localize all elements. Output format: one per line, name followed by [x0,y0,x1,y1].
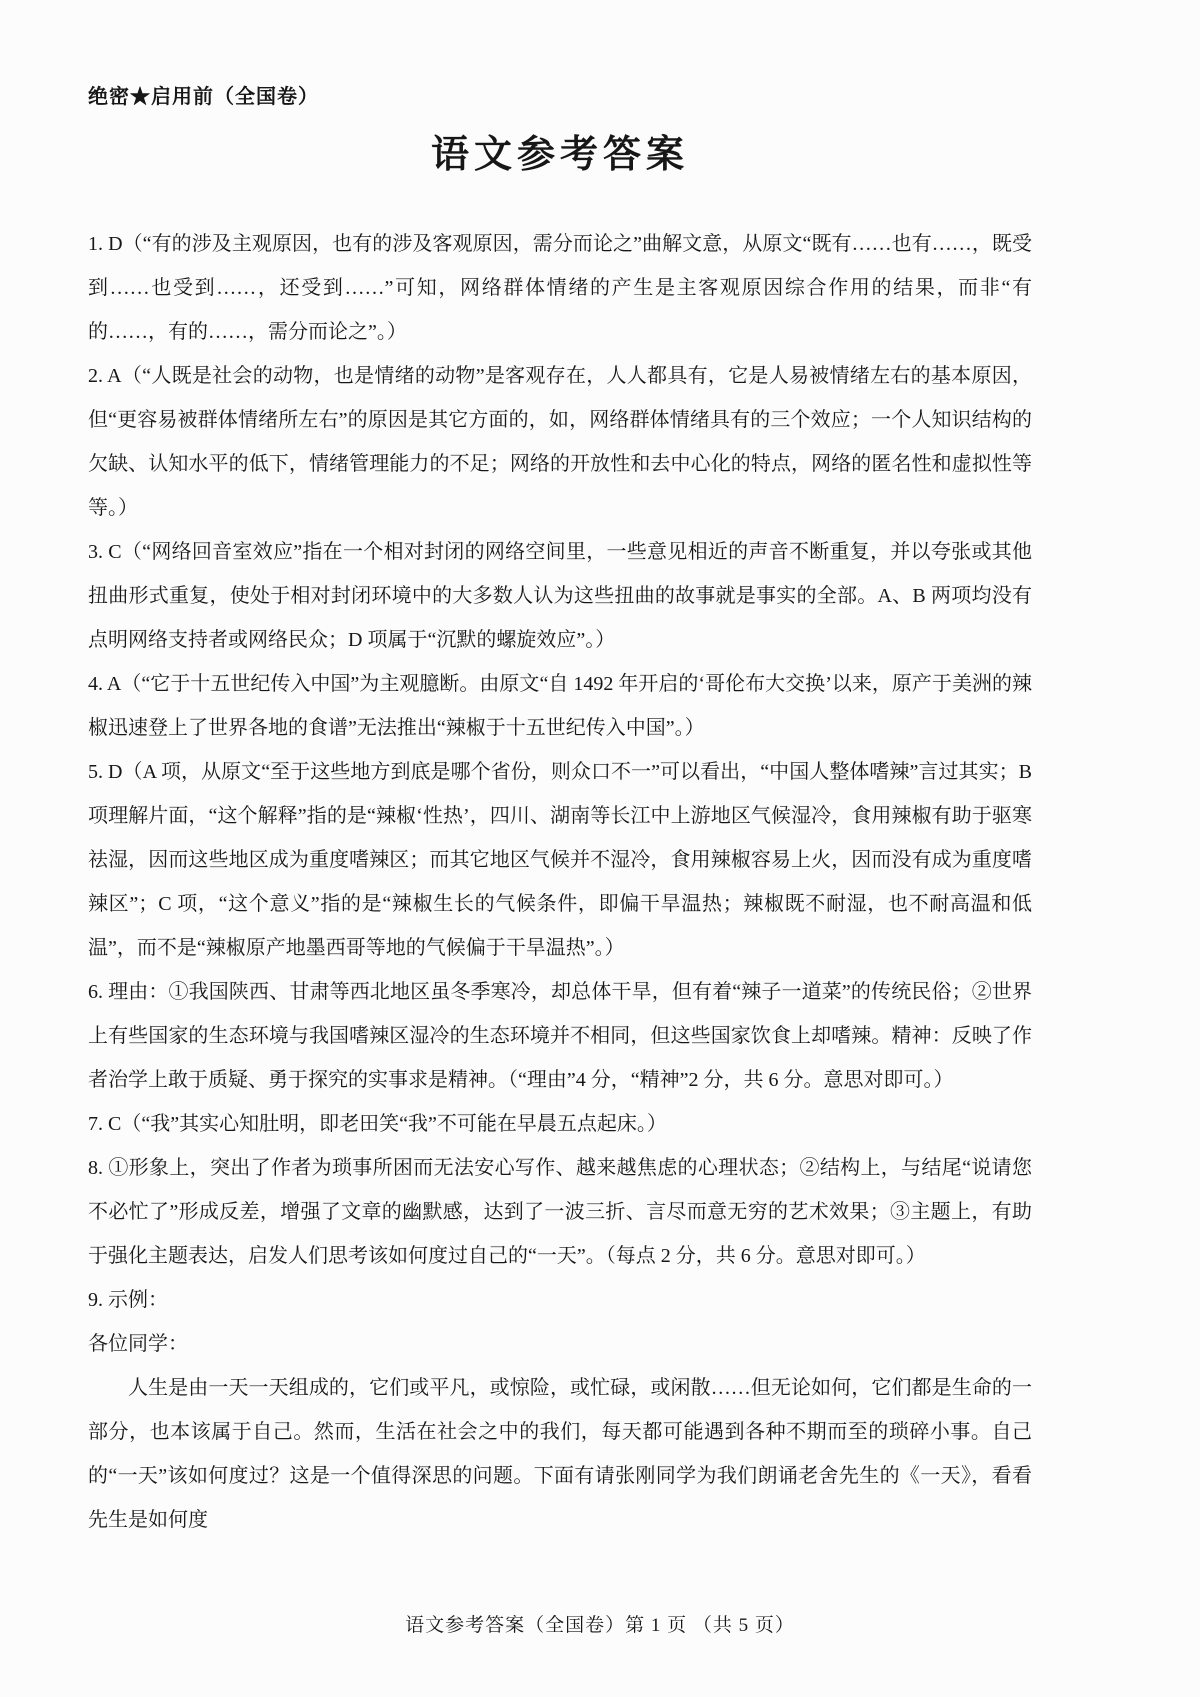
answer-9-salutation: 各位同学： [88,1333,188,1355]
answer-6: 6. 理由：①我国陕西、甘肃等西北地区虽冬季寒冷，却总体干旱，但有着“辣子一道菜”的传统民俗；②世界上有些国家的生态环境与我国嗜辣区湿冷的生态环境并不相同，但这些国家饮食上却嗜辣。精神：反映了作者治学上敢于质疑、勇于探究的实事求是精神。（“理由”4 分，“精神”2 分，共 6 分。意思对即可。） [88,981,1032,1091]
document-title: 语文参考答案 [430,134,689,176]
answer-9-label: 9. 示例： [88,1289,168,1311]
answer-8: 8. ①形象上，突出了作者为琐事所困而无法安心写作、越来越焦虑的心理状态；②结构上，与结尾“说请您不必忙了”形成反差，增强了文章的幽默感，达到了一波三折、言尽而意无穷的艺术效果；③主题上，有助于强化主题表达，启发人们思考该如何度过自己的“一天”。（每点 2 分，共 6 分。意思对即可。） [88,1157,1032,1267]
document-body [88,222,1032,1542]
classification-header: 绝密★启用前（全国卷） [88,86,319,108]
answer-5: 5. D（A 项，从原文“至于这些地方到底是哪个省份，则众口不一”可以看出，“中国人整体嗜辣”言过其实；B 项理解片面，“这个解释”指的是“辣椒‘性热’，四川、湖南等长江中上游地区气候湿冷，食用辣椒有助于驱寒祛湿，因而这些地区成为重度嗜辣区；而其它地区气候并不湿冷，食用辣椒容易上火，因而没有成为重度嗜辣区”；C 项，“这个意义”指的是“辣椒生长的气候条件，即偏干旱温热；辣椒既不耐湿，也不耐高温和低温”，而不是“辣椒原产地墨西哥等地的气候偏于干旱温热”。） [88,761,1032,959]
answer-4: 4. A（“它于十五世纪传入中国”为主观臆断。由原文“自 1492 年开启的‘哥伦布大交换’以来，原产于美洲的辣椒迅速登上了世界各地的食谱”无法推出“辣椒于十五世纪传入中国”。） [88,673,1032,739]
answer-9-speech-body: 人生是由一天一天组成的，它们或平凡，或惊险，或忙碌，或闲散……但无论如何，它们都是生命的一部分，也本该属于自己。然而，生活在社会之中的我们，每天都可能遇到各种不期而至的琐碎小事。自己的“一天”该如何度过？这是一个值得深思的问题。下面有请张刚同学为我们朗诵老舍先生的《一天》，看看先生是如何度 [88,1377,1032,1531]
answer-7: 7. C（“我”其实心知肚明，即老田笑“我”不可能在早晨五点起床。） [88,1113,667,1135]
answer-1: 1. D（“有的涉及主观原因，也有的涉及客观原因，需分而论之”曲解文意，从原文“既有……也有……，既受到……也受到……，还受到……”可知，网络群体情绪的产生是主客观原因综合作用的结果，而非“有的……，有的……，需分而论之”。） [88,233,1032,343]
page-footer: 语文参考答案（全国卷）第 1 页 （共 5 页） [405,1615,795,1636]
answer-3: 3. C（“网络回音室效应”指在一个相对封闭的网络空间里，一些意见相近的声音不断重复，并以夸张或其他扭曲形式重复，使处于相对封闭环境中的大多数人认为这些扭曲的故事就是事实的全部。A、B 两项均没有点明网络支持者或网络民众；D 项属于“沉默的螺旋效应”。） [88,541,1032,651]
answer-2: 2. A（“人既是社会的动物，也是情绪的动物”是客观存在，人人都具有，它是人易被情绪左右的基本原因，但“更容易被群体情绪所左右”的原因是其它方面的，如，网络群体情绪具有的三个效应；一个人知识结构的欠缺、认知水平的低下，情绪管理能力的不足；网络的开放性和去中心化的特点，网络的匿名性和虚拟性等等。） [88,365,1032,519]
